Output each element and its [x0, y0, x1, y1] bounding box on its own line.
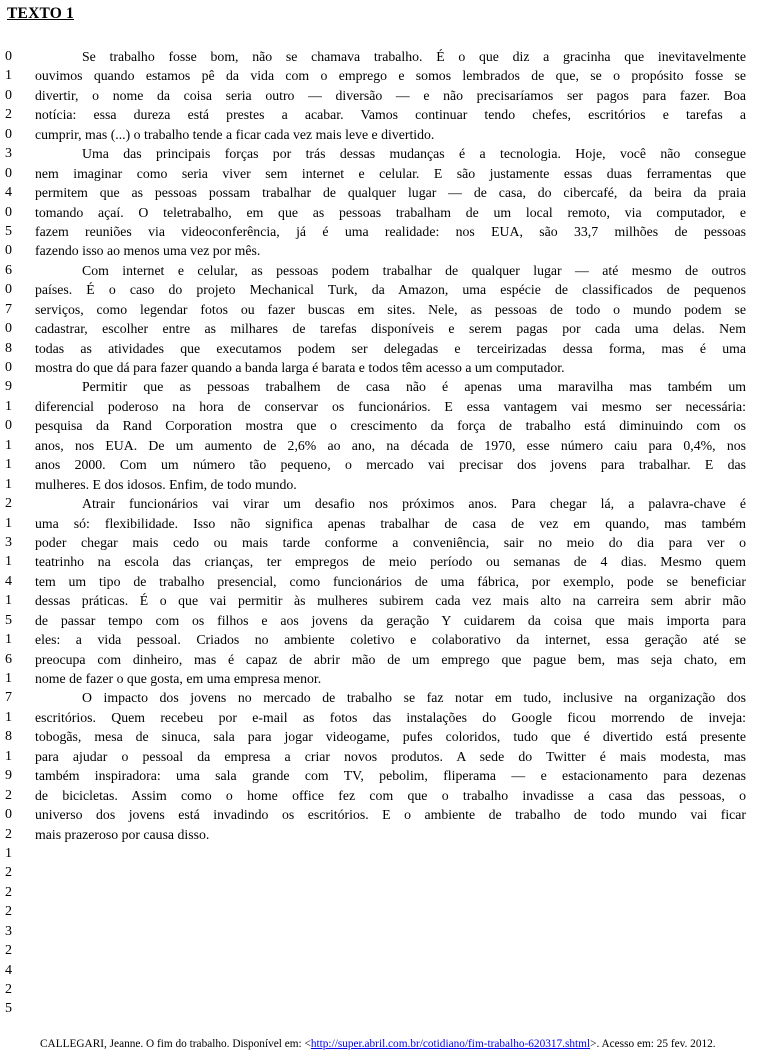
- line-number: 1: [5, 515, 12, 531]
- line-text: Com internet e celular, as pessoas podem trabalhar de qualquer lugar — até mesmo de outros: [82, 262, 746, 278]
- line-text: fazendo isso ao menos uma vez por mês.: [35, 243, 261, 259]
- line-number: 3: [5, 534, 12, 550]
- line-number: 1: [5, 68, 12, 84]
- line-number: 5: [5, 223, 12, 239]
- line-text: tem um tipo de trabalho presencial, como funcionários de uma fábrica, por exemplo, pode se beneficiar: [35, 573, 746, 589]
- line-text: Atrair funcionários vai virar um desafio nos próximos anos. Para chegar lá, a palavra-chave é: [82, 496, 746, 512]
- line-number: 1: [5, 709, 12, 725]
- text-line: [0, 766, 746, 785]
- line-rows: [0, 47, 746, 1019]
- line-text: tobogãs, mesa de sinuca, sala para jogar videogame, pufes coloridos, tudo que é divertido está presente: [35, 729, 746, 745]
- line-number: 4: [5, 185, 12, 201]
- line-text: dessas práticas. É o que vai permitir às mulheres subirem cada vez mais alto na carreira sem abrir mão: [35, 593, 746, 609]
- text-line: [0, 786, 746, 805]
- text-line: [0, 47, 746, 66]
- line-number: 0: [5, 282, 12, 298]
- text-line: [0, 494, 746, 513]
- line-text: preocupa com dinheiro, mas é capaz de abrir mão de um emprego que pague bem, mas seja chato, em: [35, 651, 746, 667]
- line-text: para ajudar o pessoal da empresa a criar novos produtos. A sede do Twitter é mais modesta, mas: [35, 748, 746, 764]
- text-line: [0, 203, 746, 222]
- line-text: diferencial poderoso na hora de conservar os funcionários. E essa vantagem vai mesmo ser necessária:: [35, 398, 746, 414]
- line-number: 0: [5, 321, 12, 337]
- text-line: [0, 183, 746, 202]
- text-line: [0, 86, 746, 105]
- citation-text-before: CALLEGARI, Jeanne. O fim do trabalho. Disponível em: <: [40, 1038, 311, 1050]
- line-number: 5: [5, 1001, 12, 1017]
- text-line: [0, 358, 746, 377]
- line-number: 0: [5, 807, 12, 823]
- text-line: [0, 125, 746, 144]
- text-line: [0, 883, 746, 902]
- text-line: [0, 611, 746, 630]
- text-line: [0, 805, 746, 824]
- line-text: mostra do que dá para fazer quando a banda larga é barata e todos têm acesso a um computador.: [35, 360, 565, 375]
- line-text: anos, nos EUA. De um aumento de 2,6% ao ano, na década de 1970, esse número caiu para 0,4%, nos: [35, 437, 746, 453]
- line-text: [35, 844, 746, 863]
- text-line: [0, 630, 746, 649]
- text-line: [0, 844, 746, 863]
- line-text: serviços, como legendar fotos ou fazer buscas em sites. Nele, as pessoas de todo o mundo podem se: [35, 301, 746, 317]
- line-number: 2: [5, 496, 12, 512]
- line-text: mais prazeroso por causa disso.: [35, 826, 210, 842]
- line-text: ouvimos quando estamos pê da vida com o emprego e somos lembrados de que, se o propósito fosse se: [35, 68, 746, 84]
- text-line: [0, 514, 746, 533]
- line-text: mulheres. E dos idosos. Enfim, de todo mundo.: [35, 476, 297, 492]
- line-number: 0: [5, 126, 12, 142]
- line-number: 0: [5, 87, 12, 103]
- source-citation: [40, 1037, 716, 1051]
- text-line: [0, 533, 746, 552]
- line-text: Se trabalho fosse bom, não se chamava trabalho. É o que diz a gracinha que inevitavelmente: [82, 49, 746, 64]
- line-text: de passar tempo com os filhos e aos jovens da geração Y cuidarem da coisa que mais importa para: [35, 612, 746, 628]
- line-number: 1: [5, 632, 12, 648]
- line-number: 8: [5, 340, 12, 356]
- text-line: [0, 164, 746, 183]
- line-text: poder chegar mais cedo ou mais tarde conforme a conveniência, sair no meio do dia para ver o: [35, 534, 746, 550]
- line-text: Permitir que as pessoas trabalhem de casa não é apenas uma maravilha mas também um: [82, 379, 746, 395]
- text-line: [0, 552, 746, 571]
- line-text: cadastrar, escolher entre as milhares de tarefas disponíveis e serem pagas por cada uma delas. Nem: [35, 321, 746, 337]
- line-text: países. É o caso do projeto Mechanical Turk, da Amazon, uma espécie de classificados de pequenos: [35, 282, 746, 298]
- text-line: [0, 339, 746, 358]
- text-line: [0, 377, 746, 396]
- line-number: 3: [5, 923, 12, 939]
- line-text: escritórios. Quem recebeu por e-mail as fotos das instalações do Google ficou morrendo de inveja:: [35, 709, 746, 725]
- line-number: 1: [5, 593, 12, 609]
- line-number: 2: [5, 865, 12, 881]
- line-text: eles: a vida pessoal. Criados no ambiente coletivo e colaborativo da internet, essa geração até se: [35, 632, 746, 648]
- line-text: [35, 902, 746, 921]
- text-line: [0, 397, 746, 416]
- line-text: divertir, o nome da coisa seria outro — diversão — e não precisaríamos ser pagos para fazer. Boa: [35, 87, 746, 103]
- text-line: [0, 708, 746, 727]
- line-number: 1: [5, 398, 12, 414]
- line-text: todas as atividades que executamos podem ser delegadas e terceirizadas dessa forma, mas é uma: [35, 340, 746, 356]
- line-text: fazem reuniões via videoconferência, já é uma realidade: nos EUA, são 33,7 milhões de pessoas: [35, 223, 746, 239]
- text-line: [0, 319, 746, 338]
- line-number: 1: [5, 476, 12, 492]
- text-line: [0, 727, 746, 746]
- line-text: [35, 999, 746, 1018]
- text-line: [0, 922, 746, 941]
- text-line: [0, 669, 746, 688]
- text-line: [0, 66, 746, 85]
- line-text: uma só: flexibilidade. Isso não significa apenas trabalhar de casa de vez em quando, mas também: [35, 515, 746, 531]
- line-text: cumprir, mas (...) o trabalho tende a ficar cada vez mais leve e divertido.: [35, 126, 435, 142]
- text-line: [0, 455, 746, 474]
- line-number: 2: [5, 884, 12, 900]
- line-number: 4: [5, 962, 12, 978]
- text-line: [0, 572, 746, 591]
- text-line: [0, 300, 746, 319]
- line-text: notícia: essa dureza está prestes a acabar. Vamos continuar tendo chefes, escritórios e tarefas a: [35, 107, 746, 123]
- text-line: [0, 280, 746, 299]
- line-number: 2: [5, 107, 12, 123]
- line-number: 2: [5, 826, 12, 842]
- line-text: [35, 863, 746, 882]
- text-line: [0, 436, 746, 455]
- text-line: [0, 863, 746, 882]
- line-number: 0: [5, 243, 12, 259]
- line-number: 3: [5, 146, 12, 162]
- text-line: [0, 105, 746, 124]
- text-line: [0, 650, 746, 669]
- line-text: pesquisa da Rand Corporation mostra que o crescimento da força de trabalho está diminuindo com os: [35, 418, 746, 434]
- line-number: 1: [5, 671, 12, 686]
- line-number: 8: [5, 729, 12, 745]
- source-link[interactable]: http://super.abril.com.br/cotidiano/fim-trabalho-620317.shtml: [310, 1038, 591, 1050]
- line-text: [35, 883, 746, 902]
- line-text: [35, 961, 746, 980]
- line-number: 2: [5, 904, 12, 920]
- line-number: 0: [5, 165, 12, 181]
- line-text: [35, 941, 746, 960]
- text-line: [0, 980, 746, 999]
- line-number: 6: [5, 262, 12, 278]
- line-number: 0: [5, 418, 12, 434]
- text-line: [0, 261, 746, 280]
- text-line: [0, 941, 746, 960]
- line-text: de bicicletas. Assim como o home office fez com que o trabalho invadisse a casa das pessoas, o: [35, 787, 746, 803]
- text-line: [0, 144, 746, 163]
- line-number: 0: [5, 49, 12, 64]
- line-number: 1: [5, 748, 12, 764]
- text-line: [0, 747, 746, 766]
- line-number: 9: [5, 379, 12, 395]
- line-text: anos 2000. Com um número tão pequeno, o mercado vai precisar dos jovens para trabalhar. E das: [35, 457, 746, 473]
- line-number: 9: [5, 768, 12, 784]
- line-text: teatrinho na escola das crianças, ter empregos de meio período ou semanas de 4 dias. Mesmo quem: [35, 554, 746, 570]
- text-line: [0, 591, 746, 610]
- line-text: O impacto dos jovens no mercado de trabalho se faz notar em tudo, inclusive na organização dos: [82, 690, 746, 706]
- line-number: 2: [5, 943, 12, 959]
- line-number: 2: [5, 787, 12, 803]
- line-number: 7: [5, 301, 12, 317]
- line-text: nem imaginar como seria viver sem internet e celular. E são justamente essas duas ferramentas que: [35, 165, 746, 181]
- text-line: [0, 416, 746, 435]
- line-text: Uma das principais forças por trás dessas mudanças é a tecnologia. Hoje, você não consegue: [82, 146, 746, 162]
- line-text: universo dos jovens está invadindo os escritórios. E o ambiente de trabalho de todo mundo vai ficar: [35, 807, 746, 823]
- text-line: [0, 999, 746, 1018]
- line-number: 1: [5, 437, 12, 453]
- line-number: 0: [5, 204, 12, 220]
- text-line: [0, 825, 746, 844]
- line-number: 5: [5, 612, 12, 628]
- line-number: 2: [5, 982, 12, 997]
- line-text: nome de fazer o que gosta, em uma empresa menor.: [35, 671, 322, 686]
- line-text: também inspiradora: uma sala grande com TV, pebolim, fliperama — e estacionamento para dezenas: [35, 768, 746, 784]
- line-number: 6: [5, 651, 12, 667]
- text-line: [0, 475, 746, 494]
- line-text: [35, 922, 746, 941]
- text-line: [0, 241, 746, 260]
- text-line: [0, 961, 746, 980]
- text-line: [0, 688, 746, 707]
- page-title: TEXTO 1: [7, 5, 75, 22]
- text-line: [0, 222, 746, 241]
- text-line: [0, 902, 746, 921]
- line-text: [35, 980, 746, 999]
- line-text: tomando açaí. O teletrabalho, em que as pessoas trabalham de um local remoto, via computador, e: [35, 204, 746, 220]
- citation-text-after: >. Acesso em: 25 fev. 2012.: [590, 1038, 716, 1050]
- line-number: 1: [5, 554, 12, 570]
- line-number: 1: [5, 845, 12, 861]
- line-number: 7: [5, 690, 12, 706]
- line-text: permitem que as pessoas possam trabalhar de qualquer lugar — de casa, do cibercafé, da beira da praia: [35, 185, 746, 201]
- line-number: 0: [5, 360, 12, 375]
- line-number: 4: [5, 573, 12, 589]
- line-number: 1: [5, 457, 12, 473]
